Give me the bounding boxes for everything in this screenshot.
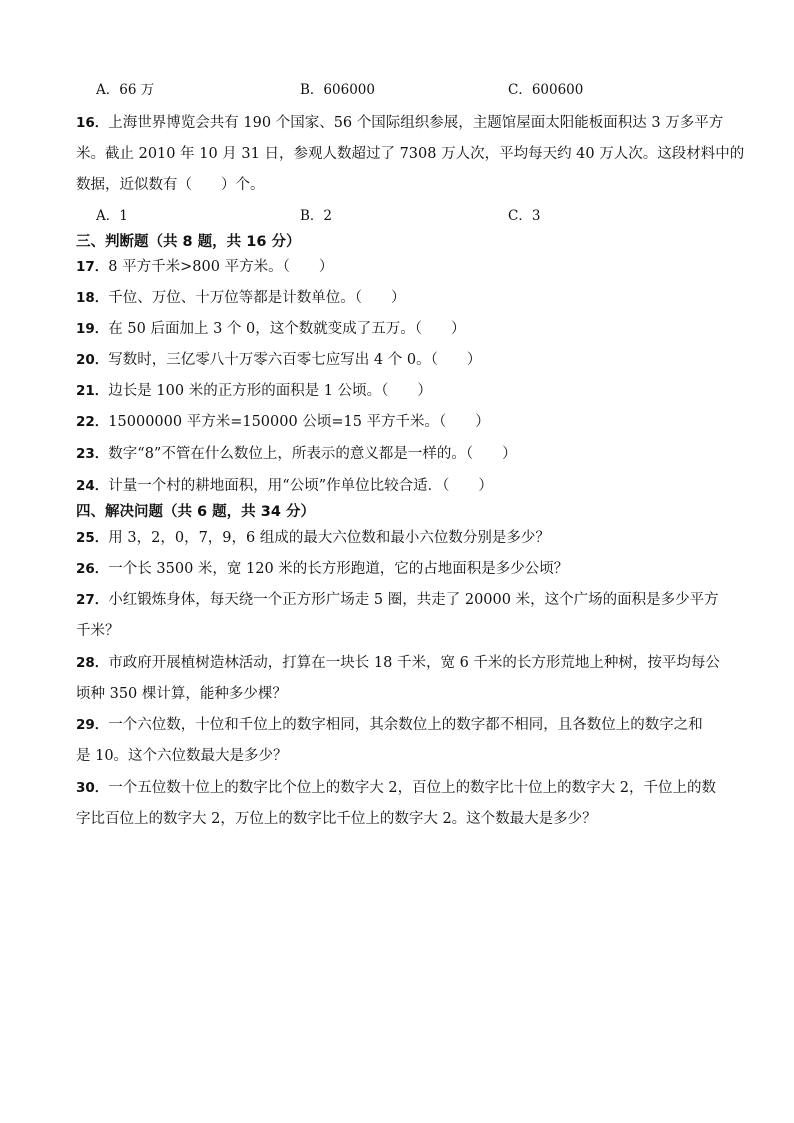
solve-item-30 [76,778,724,798]
judge-item-18 [76,288,724,308]
question-number: 23． [76,446,109,462]
solve-item-27-line-2: 千米？ [76,623,120,639]
section-4-heading: 四、解决问题（共 6 题，共 34 分） [76,504,315,520]
question-text: 写数时，三亿零八十万零六百零七应写出 4 个 0。（ ） [108,352,482,368]
question-text: 一个长 3500 米，宽 120 米的长方形跑道，它的占地面积是多少公顷？ [108,561,569,577]
question-number: 16． [76,115,109,131]
q16-option-b: B．2 [300,208,333,224]
solve-item-30-line-2: 字比百位上的数字大 2，万位上的数字比千位上的数字大 2。这个数最大是多少？ [76,811,597,827]
judge-item-21 [76,381,724,401]
question-text: 在 50 后面加上 3 个 0，这个数就变成了五万。（ ） [108,321,466,337]
question-number: 27． [76,592,109,608]
question-number: 22． [76,414,109,430]
question-text: 15000000 平方米=150000 公顷=15 平方千米。（ ） [108,414,490,430]
judge-item-20 [76,350,724,370]
question-text: 一个六位数，十位和千位上的数字相同，其余数位上的数字都不相同，且各数位上的数字之和 [108,717,703,733]
solve-item-27 [76,590,724,610]
judge-item-24 [76,476,724,496]
question-text: 数字“8”不管在什么数位上，所表示的意义都是一样的。（ ） [108,446,517,462]
question-text: 上海世界博览会共有 190 个国家、56 个国际组织参展，主题馆屋面太阳能板面积达 3 万多平方 [108,115,724,131]
judge-item-22 [76,412,724,432]
judge-item-19 [76,319,724,339]
question-text: 8 平方千米>800 平方米。（ ） [108,259,334,275]
question-number: 20． [76,352,109,368]
question-number: 29． [76,717,109,733]
q16-option-c: C．3 [508,208,541,224]
q15-option-c: C．600600 [508,82,584,98]
solve-item-28-line-2: 顷种 350 棵计算，能种多少棵？ [76,686,287,702]
question-number: 28． [76,655,109,671]
question-text: 市政府开展植树造林活动，打算在一块长 18 千米，宽 6 千米的长方形荒地上种树，按平均每公 [108,655,720,671]
solve-item-29-line-2: 是 10。这个六位数最大是多少？ [76,748,288,764]
question-text: 边长是 100 米的正方形的面积是 1 公顷。（ ） [108,383,432,399]
q16-line-2: 米。截止 2010 年 10 月 31 日，参观人数超过了 7308 万人次，平均每天约 40 万人次。这段材料中的 [76,146,745,162]
question-number: 25． [76,530,109,546]
q16-line-3: 数据，近似数有（ ）个。 [76,177,265,193]
solve-item-28 [76,653,724,673]
question-number: 30． [76,780,109,796]
solve-item-29 [76,715,724,735]
judge-item-23 [76,444,724,464]
q15-option-b: B．606000 [300,82,375,98]
question-number: 17． [76,259,109,275]
q15-option-a: A．66 万 [96,82,155,98]
question-number: 24． [76,478,109,494]
question-text: 计量一个村的耕地面积，用“公顷”作单位比较合适．（ ） [108,478,493,494]
q16-option-a: A．1 [96,208,128,224]
question-text: 一个五位数十位上的数字比个位上的数字大 2，百位上的数字比十位上的数字大 2，千位上的数 [108,780,716,796]
section-3-heading: 三、判断题（共 8 题，共 16 分） [76,234,301,250]
question-number: 26． [76,561,109,577]
question-text: 千位、万位、十万位等都是计数单位。（ ） [108,290,406,306]
question-number: 18． [76,290,109,306]
judge-item-17 [76,257,724,277]
solve-item-26 [76,559,724,579]
question-text: 小红锻炼身体，每天绕一个正方形广场走 5 圈，共走了 20000 米，这个广场的面积是多少平方 [108,592,719,608]
question-text: 用 3，2，0，7，9，6 组成的最大六位数和最小六位数分别是多少？ [108,530,550,546]
solve-item-25 [76,528,724,548]
question-number: 21． [76,383,109,399]
q16-line-1 [76,113,724,133]
question-number: 19． [76,321,109,337]
